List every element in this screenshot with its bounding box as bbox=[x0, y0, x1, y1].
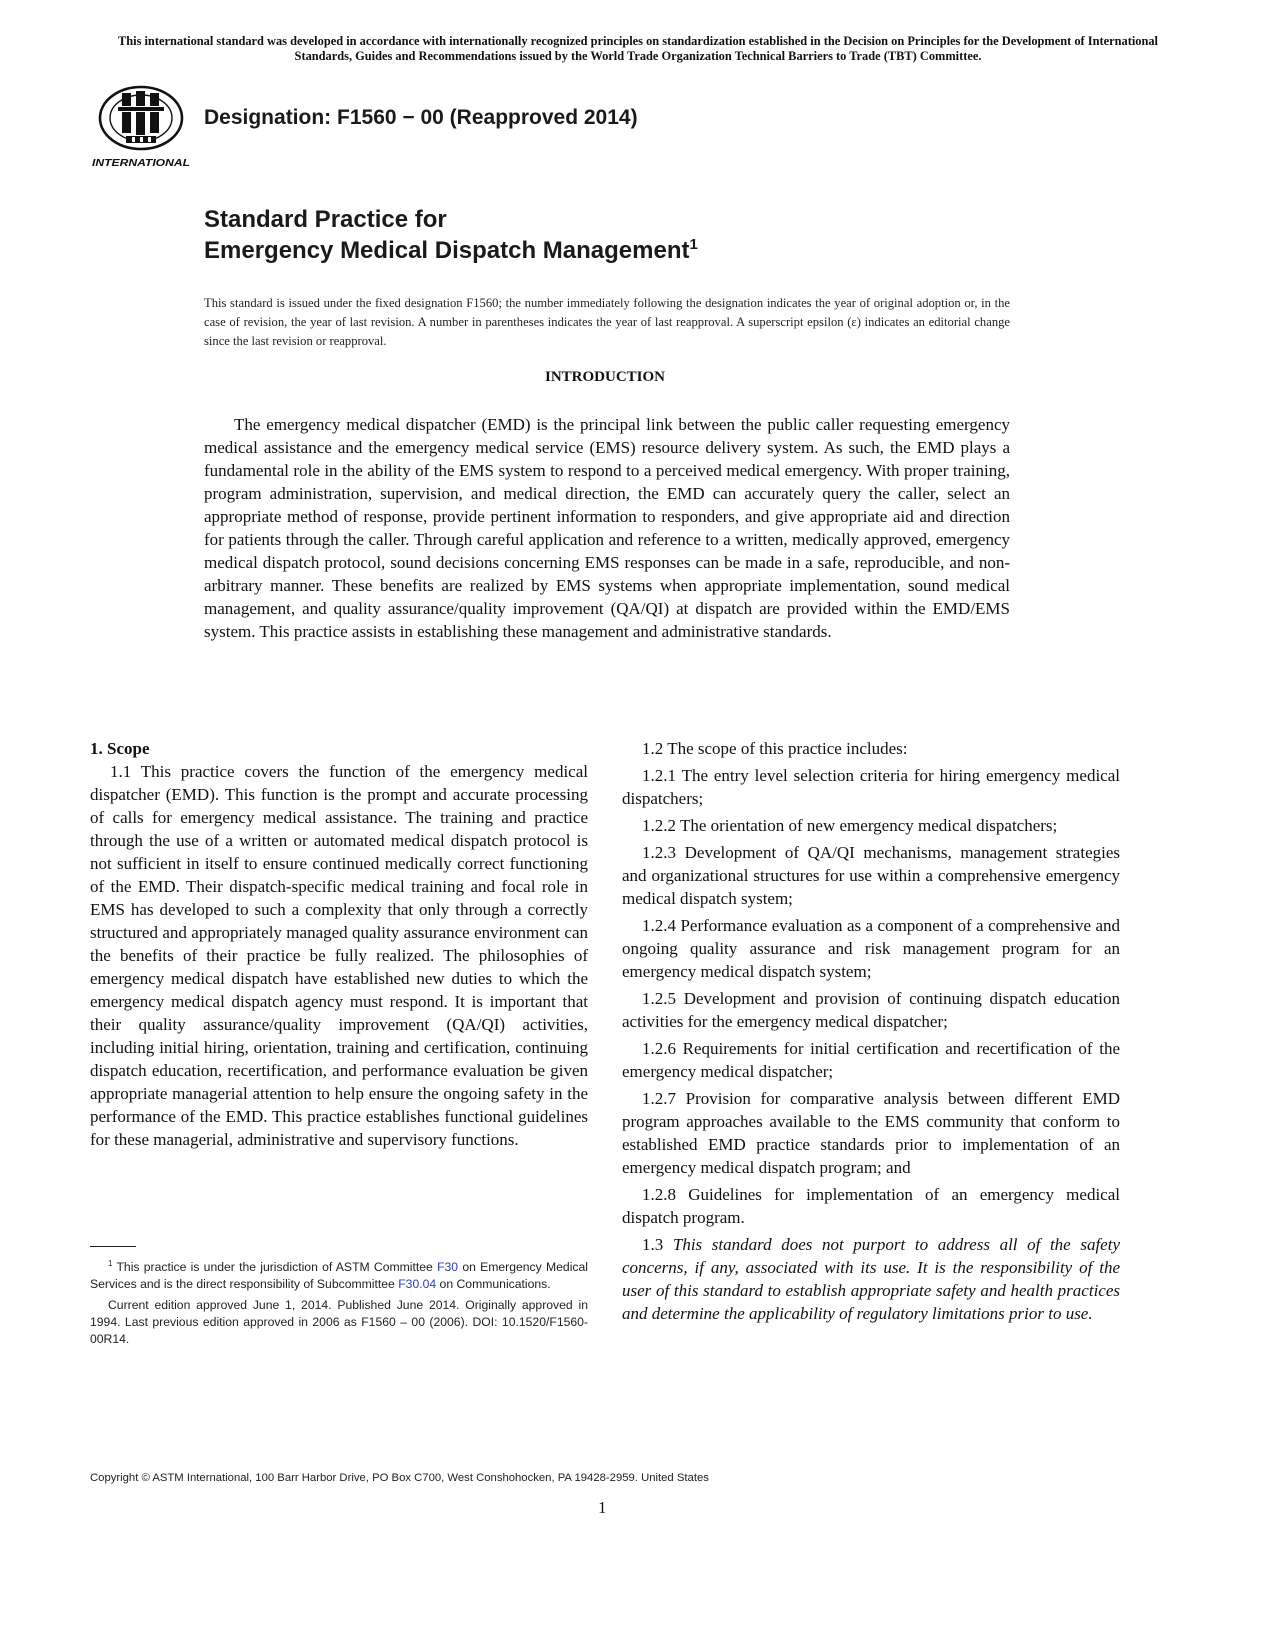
footnote-edition: Current edition approved June 1, 2014. Published June 2014. Originally approved in 1994. Last previous edition approved in 2006 as F1560 – 00 (2006). DOI: 10.1520/F1560-00R14. bbox=[90, 1298, 588, 1347]
footnote-1 bbox=[90, 1255, 588, 1293]
paragraph-1-1: 1.1 This practice covers the function of the emergency medical dispatcher (EMD). This function is the prompt and accurate processing of calls for emergency medical assistance. The training and practice through the use of a written or automated medical dispatch protocol is not sufficient in itself to ensure continued medically correct functioning of the EMD. Their dispatch-specific medical training and focal role in EMS has developed to such a complexity that only through a correctly structured and appropriately managed quality assurance environment can the benefits of their practice be fully realized. The philosophies of emergency medical dispatch have established new duties to which the emergency medical dispatch agency must respond. It is important that their quality assurance/quality improvement (QA/QI) activities, including initial hiring, orientation, training and certification, continuing dispatch education, recertification, and performance evaluation be given appropriate managerial attention to help ensure the ongoing safety in the performance of the EMD. This practice establishes functional guidelines for these managerial, administrative and supervisory functions. bbox=[90, 762, 588, 1149]
scope-item: 1.2.3 Development of QA/QI mechanisms, management strategies and organizational structures for use within a comprehensive emergency medical dispatch system; bbox=[622, 843, 1120, 908]
title-line-2-text: Emergency Medical Dispatch Management bbox=[204, 237, 690, 264]
committee-f30-link[interactable]: F30 bbox=[437, 1260, 459, 1275]
scope-item: 1.2.8 Guidelines for implementation of an emergency medical dispatch program. bbox=[622, 1185, 1120, 1227]
copyright: Copyright © ASTM International, 100 Barr Harbor Drive, PO Box C700, West Conshohocken, PA 19428-2959. United States bbox=[90, 1472, 709, 1484]
logo-wordmark: INTERNATIONAL bbox=[92, 157, 190, 169]
document-title bbox=[204, 204, 698, 266]
title-line-1: Standard Practice for bbox=[204, 206, 447, 233]
footnote-mark: 1 bbox=[108, 1259, 113, 1268]
astm-logo bbox=[92, 84, 194, 170]
designation: Designation: F1560 − 00 (Reapproved 2014) bbox=[204, 106, 638, 129]
footnote-1-text-b: on Emergency Medical Services and is the direct responsibility of Subcommittee bbox=[90, 1260, 588, 1292]
right-column bbox=[622, 737, 1120, 1325]
introduction-heading: INTRODUCTION bbox=[544, 369, 665, 385]
scope-item: 1.2.7 Provision for comparative analysis between different EMD program approaches available to the EMS community that conform to established EMD practice standards prior to implementation of an emergency medical dispatch program; and bbox=[622, 1089, 1120, 1177]
subcommittee-f30-04-link[interactable]: F30.04 bbox=[398, 1277, 437, 1292]
scope-item: 1.2.5 Development and provision of continuing dispatch education activities for the emergency medical dispatcher; bbox=[622, 989, 1120, 1031]
left-column bbox=[90, 737, 588, 1151]
paragraph-1-2: 1.2 The scope of this practice includes: bbox=[642, 739, 908, 758]
footnote-divider bbox=[90, 1246, 136, 1247]
scope-item: 1.2.6 Requirements for initial certification and recertification of the emergency medical dispatcher; bbox=[622, 1039, 1120, 1081]
footnote-1-text-a: This practice is under the jurisdiction of ASTM Committee bbox=[112, 1260, 438, 1275]
paragraph-1-3 bbox=[622, 1233, 1120, 1325]
scope-item: 1.2.2 The orientation of new emergency medical dispatchers; bbox=[642, 816, 1058, 835]
page-number: 1 bbox=[598, 1498, 607, 1517]
title-footnote-mark: 1 bbox=[689, 236, 698, 253]
footnote-1-text-c: on Communications. bbox=[436, 1277, 551, 1292]
issue-note: This standard is issued under the fixed designation F1560; the number immediately following the designation indicates the year of original adoption or, in the case of revision, the year of last revision. A number in parentheses indicates the year of last reapproval. A superscript epsilon (ε) indicates an editorial change since the last revision or reapproval. bbox=[204, 296, 1010, 348]
title-line-2 bbox=[204, 235, 698, 266]
introduction-text: The emergency medical dispatcher (EMD) is the principal link between the public caller requesting emergency medical assistance and the emergency medical service (EMS) resource delivery system. As such, the EMD plays a fundamental role in the ability of the EMS system to respond to a perceived medical emergency. With proper training, program administration, supervision, and medical direction, the EMD can accurately query the caller, select an appropriate method of response, provide pertinent information to responders, and give appropriate aid and direction for patients through the caller. Through careful application and reference to a written, medically approved, emergency medical dispatch protocol, sound decisions concerning EMS responses can be made in a safe, reproducible, and non-arbitrary manner. These benefits are realized by EMS systems when appropriate implementation, sound medical management, and quality assurance/quality improvement (QA/QI) at dispatch are provided within the EMD/EMS system. This practice assists in establishing these management and administrative standards. bbox=[204, 415, 1010, 641]
scope-item: 1.2.1 The entry level selection criteria for hiring emergency medical dispatchers; bbox=[622, 766, 1120, 808]
scope-item: 1.2.4 Performance evaluation as a component of a comprehensive and ongoing quality assurance and risk management program for an emergency medical dispatch system; bbox=[622, 916, 1120, 981]
scope-heading: 1. Scope bbox=[90, 739, 150, 758]
paragraph-1-3-number: 1.3 bbox=[642, 1235, 673, 1254]
paragraph-1-3-text: This standard does not purport to address all of the safety concerns, if any, associated with its use. It is the responsibility of the user of this standard to establish appropriate safety and health practices and determine the applicability of regulatory limitations prior to use. bbox=[622, 1235, 1120, 1323]
footnotes bbox=[90, 1255, 588, 1352]
wto-notice: This international standard was developed in accordance with internationally recognized principles on standardization established in the Decision on Principles for the Development of International Standards, Guides and Recommendations issued by the World Trade Organization Technical Barriers to Trade (TBT) Committee. bbox=[117, 34, 1159, 63]
